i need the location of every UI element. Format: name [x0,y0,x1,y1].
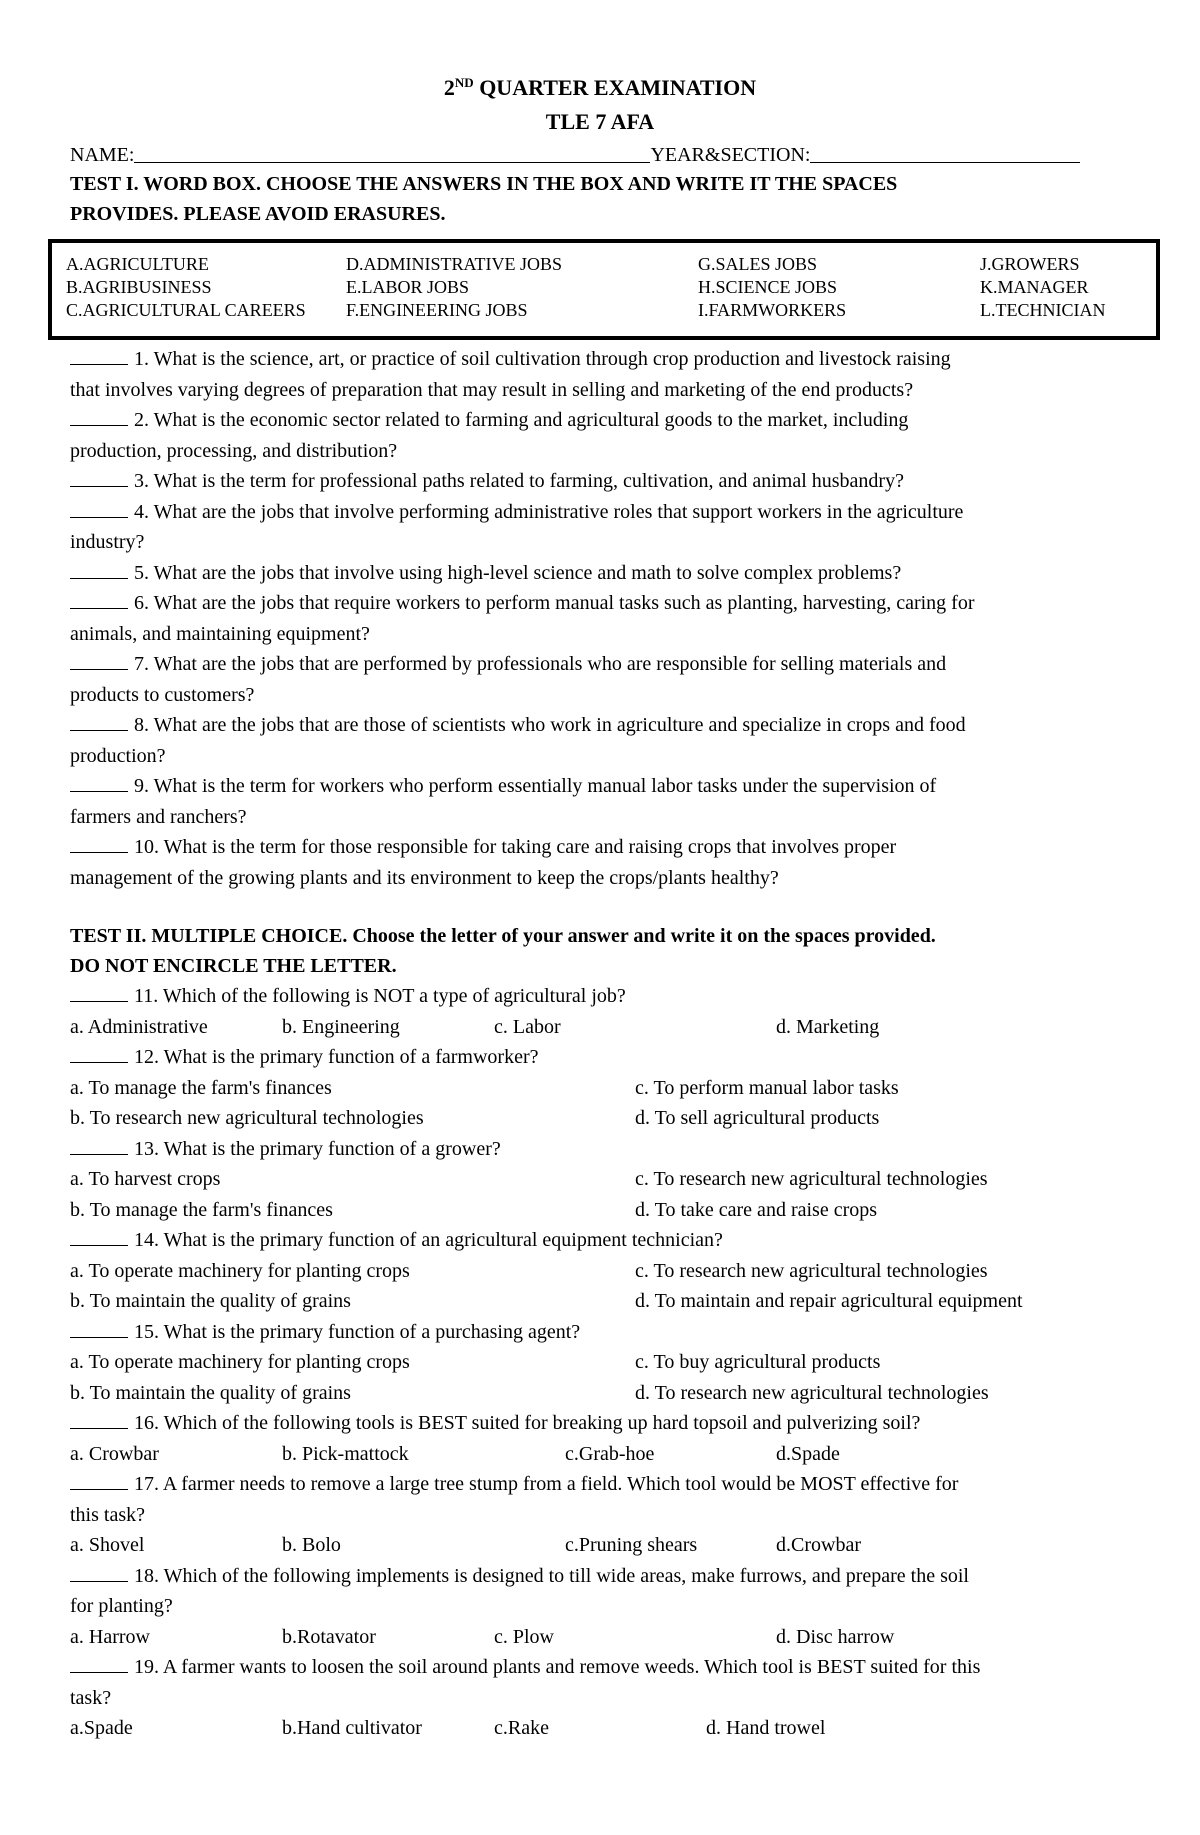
test2-instructions: TEST II. MULTIPLE CHOICE. Choose the letter of your answer and write it on the spaces provided. DO NOT ENCIRCLE THE LETTER. [70,925,936,977]
options-14-row1: a. To operate machinery for planting crops c. To research new agricultural technologies [70,1259,988,1282]
exam-title: 2ND QUARTER EXAMINATION [443,75,757,100]
question-16: 16. Which of the following tools is BEST suited for breaking up hard topsoil and pulverizing soil? [70,1408,1130,1439]
options-14-row2: b. To maintain the quality of grains d. To maintain and repair agricultural equipment [70,1290,1023,1312]
options-17: a. Shovel b. Bolo c.Pruning shears d.Crowbar [70,1534,861,1556]
word-box-item: A.AGRICULTURE [66,254,209,274]
answer-blank[interactable] [70,1138,128,1155]
answer-blank[interactable] [70,836,128,853]
answer-blank[interactable] [70,501,128,518]
question-9: 9. What is the term for workers who perform essentially manual labor tasks under the supervision of farmers and ranchers? [70,775,937,828]
options-15-row2: b. To maintain the quality of grains d. To research new agricultural technologies [70,1381,989,1404]
answer-blank[interactable] [70,1046,128,1063]
exam-page [66,66,1130,1744]
word-box-item: L.TECHNICIAN [980,300,1106,320]
question-4: 4. What are the jobs that involve performing administrative roles that support workers in the agriculture industry? [70,500,964,553]
question-6: 6. What are the jobs that require workers to perform manual tasks such as planting, harvesting, caring for animals, and maintaining equipment? [70,592,975,645]
word-box [48,239,1160,340]
year-section-blank[interactable] [810,144,1080,163]
exam-subtitle: TLE 7 AFA [545,109,655,134]
question-2: 2. What is the economic sector related to farming and agricultural goods to the market, including production, processing, and distribution? [70,409,909,462]
question-12: 12. What is the primary function of a farmworker? [70,1042,1130,1073]
answer-blank[interactable] [70,775,128,792]
answer-blank[interactable] [70,1565,128,1582]
word-box-item: H.SCIENCE JOBS [698,277,838,297]
answer-blank[interactable] [70,1321,128,1338]
answer-blank[interactable] [70,1473,128,1490]
word-box-item: F.ENGINEERING JOBS [346,300,528,320]
options-13-row1: a. To harvest crops c. To research new agricultural technologies [70,1168,988,1190]
options-11: a. Administrative b. Engineering c. Labor d. Marketing [70,1015,880,1038]
question-3: 3. What is the term for professional paths related to farming, cultivation, and animal husbandry? [70,466,1130,497]
answer-blank[interactable] [70,1656,128,1673]
question-11: 11. Which of the following is NOT a type of agricultural job? [70,981,1130,1012]
options-13-row2: b. To manage the farm's finances d. To take care and raise crops [70,1198,878,1221]
question-1: 1. What is the science, art, or practice of soil cultivation through crop production and livestock raising that involves varying degrees of preparation that may result in selling and marketing of the end products? [70,348,951,401]
year-section-label: YEAR&SECTION: [650,144,811,166]
word-box-item: G.SALES JOBS [698,254,818,274]
options-16: a. Crowbar b. Pick-mattock c.Grab-hoe d.Spade [70,1442,840,1465]
question-19: 19. A farmer wants to loosen the soil around plants and remove weeds. Which tool is BEST suited for this task? [70,1656,981,1709]
word-box-item: C.AGRICULTURAL CAREERS [66,300,306,320]
name-year-section-line [70,141,1130,169]
question-18: 18. Which of the following implements is designed to till wide areas, make furrows, and prepare the soil for planting? [70,1564,969,1617]
answer-blank[interactable] [70,714,128,731]
word-box-item: I.FARMWORKERS [698,300,847,320]
question-8: 8. What are the jobs that are those of scientists who work in agriculture and specialize in crops and food production? [70,714,966,767]
answer-blank[interactable] [70,985,128,1002]
options-12-row1: a. To manage the farm's finances c. To perform manual labor tasks [70,1076,899,1099]
answer-blank[interactable] [70,562,128,579]
question-13: 13. What is the primary function of a grower? [70,1134,1130,1165]
answer-blank[interactable] [70,1412,128,1429]
word-box-item: B.AGRIBUSINESS [66,277,212,297]
answer-blank[interactable] [70,470,128,487]
question-17: 17. A farmer needs to remove a large tree stump from a field. Which tool would be MOST effective for this task? [70,1473,959,1526]
options-18: a. Harrow b.Rotavator c. Plow d. Disc harrow [70,1625,895,1648]
question-10: 10. What is the term for those responsible for taking care and raising crops that involves proper management of the growing plants and its environment to keep the crops/plants healthy? [70,836,897,889]
answer-blank[interactable] [70,348,128,365]
word-box-item: J.GROWERS [980,254,1080,274]
name-blank[interactable] [134,144,650,163]
question-5: 5. What are the jobs that involve using high-level science and math to solve complex problems? [70,558,1130,589]
options-19: a.Spade b.Hand cultivator c.Rake d. Hand trowel [70,1717,826,1739]
name-label: NAME: [70,144,135,166]
test1-questions [70,344,1130,893]
answer-blank[interactable] [70,592,128,609]
question-15: 15. What is the primary function of a purchasing agent? [70,1317,1130,1348]
word-box-item: E.LABOR JOBS [346,277,470,297]
question-7: 7. What are the jobs that are performed by professionals who are responsible for selling materials and products to customers? [70,653,947,706]
options-12-row2: b. To research new agricultural technologies d. To sell agricultural products [70,1107,880,1129]
options-15-row1: a. To operate machinery for planting crops c. To buy agricultural products [70,1351,881,1373]
word-box-item: K.MANAGER [980,277,1089,297]
answer-blank[interactable] [70,653,128,670]
answer-blank[interactable] [70,1229,128,1246]
word-box-item: D.ADMINISTRATIVE JOBS [346,254,563,274]
test1-instructions: TEST I. WORD BOX. CHOOSE THE ANSWERS IN THE BOX AND WRITE IT THE SPACES PROVIDES. PLEASE AVOID ERASURES. [70,173,898,225]
question-14: 14. What is the primary function of an agricultural equipment technician? [70,1225,1130,1256]
answer-blank[interactable] [70,409,128,426]
